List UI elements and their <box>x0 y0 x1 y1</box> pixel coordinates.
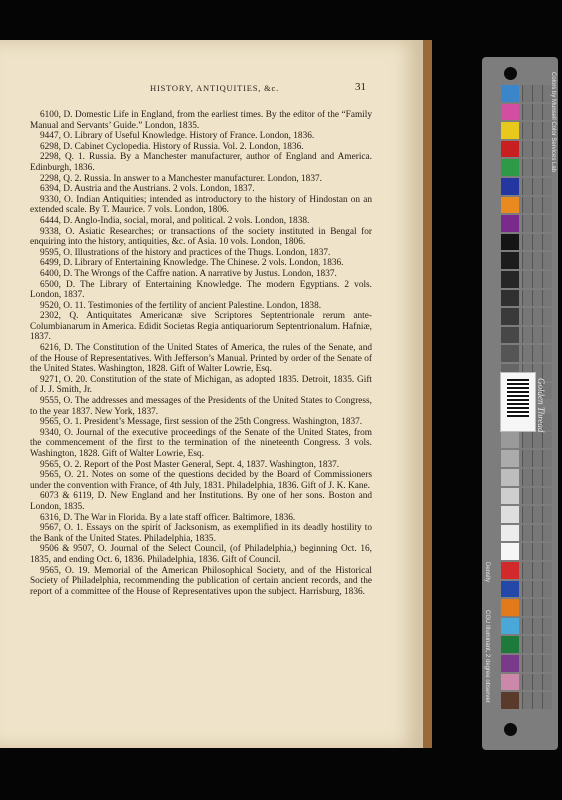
catalog-entry: 2298, Q. 1. Russia. By a Manchester manufacturer, author of England and America. Edinburgh, 1836. <box>30 152 372 173</box>
catalog-entry: 6400, D. The Wrongs of the Caffre nation. A narrative by Justus. London, 1837. <box>40 268 337 279</box>
catalog-entries <box>30 110 372 597</box>
color-swatch <box>501 488 519 505</box>
swatch-value-cells <box>522 488 552 505</box>
catalog-entry: 9555, O. The addresses and messages of the Presidents of the United States to Congress, to the year 1837. New York, 1837. <box>30 396 372 417</box>
catalog-entry: 9565, O. 21. Notes on some of the questions decided by the Board of Commissioners under the convention with France, of 4th July, 1831. Philadelphia, 1836. Gift of J. K. Kane. <box>30 470 372 491</box>
catalog-entry: 9595, O. Illustrations of the history and practices of the Thugs. London, 1837. <box>40 247 331 258</box>
swatch-value-cells <box>522 104 552 121</box>
color-swatch <box>501 104 519 121</box>
catalog-entry: 9447, O. Library of Useful Knowledge. History of France. London, 1836. <box>40 131 315 142</box>
color-bar-bottom-label: CGU Illuminant, 2 degree observer <box>484 610 490 703</box>
punch-hole-icon <box>504 67 517 80</box>
swatch-value-cells <box>522 692 552 709</box>
swatch-value-cells <box>522 525 552 542</box>
catalog-entry: 6499, D. Library of Entertaining Knowledge. The Chinese. 2 vols. London, 1836. <box>40 258 344 269</box>
catalog-entry: 9338, O. Asiatic Researches; or transactions of the society instituted in Bengal for enquiring into the history, antiquities, &c. of Asia. 10 vols. London, 1806. <box>30 226 372 248</box>
catalog-entry: 9340, O. Journal of the executive proceedings of the Senate of the United States, from the commencement of the first to the termination of the nineteenth Congress. 3 vols. Washington, 1828. Gift of Walter Lowrie, Esq. <box>30 427 372 459</box>
catalog-entry: 9520, O. 11. Testimonies of the fertility of ancient Palestine. London, 1838. <box>40 300 322 311</box>
swatch-value-cells <box>522 159 552 176</box>
color-swatch <box>501 469 519 486</box>
color-swatch <box>501 159 519 176</box>
swatch-value-cells <box>522 234 552 251</box>
color-bar-top-label: Colors by Munsell Color Services Lab <box>550 72 556 173</box>
barcode-tag <box>500 372 536 432</box>
catalog-entry: 9565, O. 2. Report of the Post Master General, Sept. 4, 1837. Washington, 1837. <box>40 459 340 470</box>
catalog-entry: 6100, D. Domestic Life in England, from the earliest times. By the editor of the “Family Manual and Servants’ Guide.” London, 1835. <box>30 110 372 131</box>
swatch-value-cells <box>522 506 552 523</box>
catalog-entry: 2298, Q. 2. Russia. In answer to a Manchester manufacturer. London, 1837. <box>40 173 322 184</box>
swatch-value-cells <box>522 562 552 579</box>
color-swatch <box>501 122 519 139</box>
color-swatch <box>501 141 519 158</box>
swatch-value-cells <box>522 469 552 486</box>
color-swatch <box>501 506 519 523</box>
color-swatch <box>501 327 519 344</box>
color-swatch <box>501 636 519 653</box>
catalog-entry: 9567, O. 1. Essays on the spirit of Jacksonism, as exemplified in its deadly hostility to the Bank of the United States. Philadelphia, 1835. <box>30 523 372 544</box>
color-swatch <box>501 345 519 362</box>
page-header <box>0 83 432 101</box>
catalog-entry: 2302, Q. Antiquitates Americanæ sive Scriptores Septentrionale rerum ante-Columbianarum in America. Edidit Societas Regia antiquariorum Septentrionalum. Hafniæ, 1837. <box>30 311 372 343</box>
color-swatch <box>501 674 519 691</box>
catalog-entry: 6073 & 6119, D. New England and her Institutions. By one of her sons. Boston and London, 1835. <box>30 491 372 512</box>
color-swatch <box>501 178 519 195</box>
brand-label: Golden Thread <box>536 378 546 433</box>
swatch-value-cells <box>522 345 552 362</box>
swatch-value-cells <box>522 85 552 102</box>
swatch-value-cells <box>522 450 552 467</box>
color-swatch <box>501 271 519 288</box>
swatch-value-cells <box>522 141 552 158</box>
swatch-value-cells <box>522 215 552 232</box>
barcode-icon <box>507 379 529 417</box>
swatch-value-cells <box>522 290 552 307</box>
swatch-value-cells <box>522 252 552 269</box>
color-bar-density-label: Density <box>484 562 490 583</box>
color-swatch <box>501 308 519 325</box>
color-swatch <box>501 234 519 251</box>
swatch-value-cells <box>522 271 552 288</box>
catalog-entry: 6500, D. The Library of Entertaining Knowledge. The modern Egyptians. 2 vols. London, 1837. <box>30 279 372 301</box>
catalog-entry: 6298, D. Cabinet Cyclopedia. History of Russia. Vol. 2. London, 1836. <box>40 141 304 152</box>
running-head: HISTORY, ANTIQUITIES, &c. <box>150 83 280 93</box>
swatch-value-cells <box>522 327 552 344</box>
swatch-value-cells <box>522 581 552 598</box>
swatch-value-cells <box>522 308 552 325</box>
color-swatch <box>501 655 519 672</box>
page-number: 31 <box>355 81 366 93</box>
color-swatch <box>501 599 519 616</box>
color-swatch <box>501 85 519 102</box>
color-swatch <box>501 618 519 635</box>
swatch-value-cells <box>522 432 552 449</box>
catalog-entry: 6444, D. Anglo-India, social, moral, and political. 2 vols. London, 1838. <box>40 215 310 226</box>
catalog-entry: 6316, D. The War in Florida. By a late staff officer. Baltimore, 1836. <box>40 512 296 523</box>
swatch-value-cells <box>522 636 552 653</box>
catalog-entry: 6394, D. Austria and the Austrians. 2 vols. London, 1837. <box>40 184 255 195</box>
color-swatch <box>501 525 519 542</box>
swatch-value-cells <box>522 674 552 691</box>
color-swatch <box>501 562 519 579</box>
swatch-value-cells <box>522 122 552 139</box>
swatch-value-cells <box>522 543 552 560</box>
color-swatch <box>501 543 519 560</box>
catalog-entry: 9271, O. 20. Constitution of the state of Michigan, as adopted 1835. Detroit, 1835. Gift of J. J. Smith, Jr. <box>30 374 372 396</box>
swatch-value-cells <box>522 197 552 214</box>
swatch-value-cells <box>522 599 552 616</box>
color-swatch <box>501 450 519 467</box>
color-swatch <box>501 432 519 449</box>
color-swatch <box>501 215 519 232</box>
color-swatch <box>501 692 519 709</box>
color-swatch <box>501 252 519 269</box>
catalog-entry: 9330, O. Indian Antiquities; intended as introductory to the history of Hindostan on an extended scale. By T. Maurice. 7 vols. London, 1806. <box>30 194 372 216</box>
color-swatch <box>501 581 519 598</box>
catalog-entry: 9506 & 9507, O. Journal of the Select Council, (of Philadelphia,) beginning Oct. 16, 1835, and ending Oct. 6, 1836. Philadelphia, 1836. Gift of Council. <box>30 544 372 565</box>
swatch-value-cells <box>522 655 552 672</box>
catalog-entry: 6216, D. The Constitution of the United States of America, the rules of the Senate, and of the House of Representatives. With Jefferson’s Manual. Printed by order of the Senate of the United States. Washington, 1828. Gift of Walter Lowrie, Esq. <box>30 343 372 375</box>
punch-hole-icon <box>504 723 517 736</box>
catalog-entry: 9565, O. 19. Memorial of the American Philosophical Society, and of the Historical Society of Philadelphia, recommending the publication of certain ancient records, and the report of a committee of the House of Representatives upon the subject. Harrisburg, 1836. <box>30 565 372 597</box>
swatch-value-cells <box>522 178 552 195</box>
color-swatch <box>501 290 519 307</box>
swatch-value-cells <box>522 618 552 635</box>
color-swatch <box>501 197 519 214</box>
catalog-entry: 9565, O. 1. President’s Message, first session of the 25th Congress. Washington, 1837. <box>40 417 363 428</box>
